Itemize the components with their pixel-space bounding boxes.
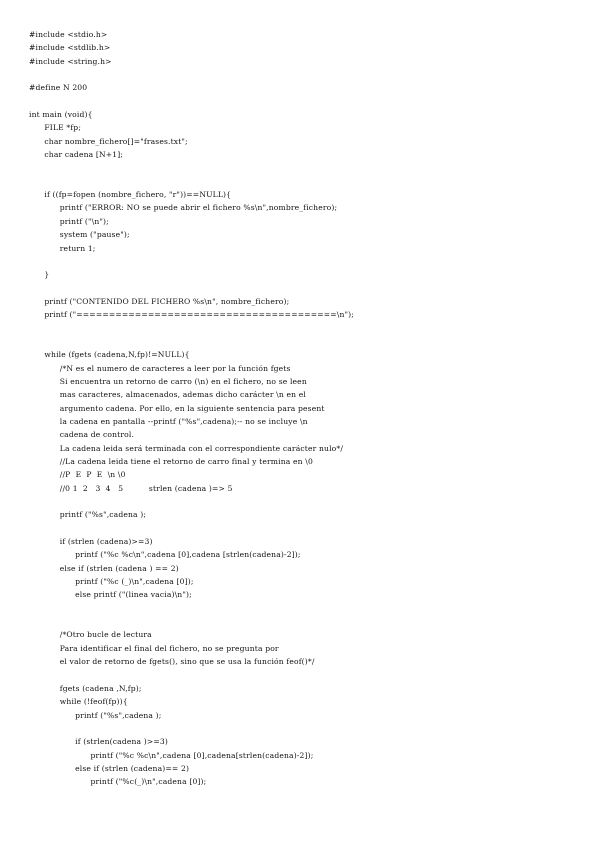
code-line xyxy=(29,322,354,335)
code-line: printf ("%s",cadena ); xyxy=(29,510,147,520)
code-line: La cadena leida será terminada con el correspondiente carácter nulo*/ xyxy=(29,443,344,453)
code-line: return 1; xyxy=(29,243,96,253)
code-line: /*Otro bucle de lectura xyxy=(29,630,152,640)
code-line xyxy=(29,722,354,735)
code-line xyxy=(29,95,354,108)
code-line: #define N 200 xyxy=(29,83,88,93)
code-line: printf ("%c %c\n",cadena [0],cadena [strlen(cadena)-2]); xyxy=(29,550,301,560)
code-line: printf ("%s",cadena ); xyxy=(29,710,162,720)
code-line: el valor de retorno de fgets(), sino que se usa la función feof()*/ xyxy=(29,657,315,667)
code-line xyxy=(29,522,354,535)
code-line: mas caracteres, almacenados, ademas dicho carácter \n en el xyxy=(29,390,306,400)
code-line xyxy=(29,669,354,682)
code-line xyxy=(29,615,354,628)
code-line xyxy=(29,602,354,615)
code-line xyxy=(29,335,354,348)
code-line: char cadena [N+1]; xyxy=(29,150,124,160)
code-line: if (strlen (cadena)>=3) xyxy=(29,537,153,547)
code-line: printf ("========================================\n"); xyxy=(29,310,354,320)
code-line: else if (strlen (cadena ) == 2) xyxy=(29,563,179,573)
code-line xyxy=(29,495,354,508)
code-line: argumento cadena. Por ello, en la siguiente sentencia para pesent xyxy=(29,403,325,413)
code-line: Si encuentra un retorno de carro (\n) en el fichero, no se leen xyxy=(29,376,307,386)
code-line xyxy=(29,68,354,81)
code-line: #include <stdio.h> xyxy=(29,30,108,39)
code-line: else if (strlen (cadena)== 2) xyxy=(29,763,190,773)
code-line: while (fgets (cadena,N,fp)!=NULL){ xyxy=(29,350,190,360)
code-line: printf ("%c(_)\n",cadena [0]); xyxy=(29,777,207,787)
code-line: else printf ("(linea vacia)\n"); xyxy=(29,590,192,600)
code-line: //P E P E \n \0 xyxy=(29,470,126,480)
code-line: char nombre_fichero[]="frases.txt"; xyxy=(29,136,188,146)
code-line: int main (void){ xyxy=(29,110,93,120)
code-line: la cadena en pantalla --printf ("%s",cadena);-- no se incluye \n xyxy=(29,416,308,426)
code-line xyxy=(29,255,354,268)
code-line: fgets (cadena ,N,fp); xyxy=(29,683,142,693)
code-line: while (!feof(fp)){ xyxy=(29,697,128,707)
code-line: printf ("%c %c\n",cadena [0],cadena[strlen(cadena)-2]); xyxy=(29,750,314,760)
code-line: /*N es el numero de caracteres a leer por la función fgets xyxy=(29,363,291,373)
code-line: #include <string.h> xyxy=(29,56,112,66)
source-code-listing xyxy=(29,28,354,789)
code-line xyxy=(29,175,354,188)
code-line: printf ("CONTENIDO DEL FICHERO %s\n", nombre_fichero); xyxy=(29,296,290,306)
code-line: if (strlen(cadena )>=3) xyxy=(29,737,169,747)
code-line: } xyxy=(29,270,50,280)
code-line: if ((fp=fopen (nombre_fichero, "r"))==NULL){ xyxy=(29,190,232,200)
code-line xyxy=(29,161,354,174)
code-line: cadena de control. xyxy=(29,430,135,440)
code-line: system ("pause"); xyxy=(29,230,130,240)
code-line xyxy=(29,282,354,295)
code-line: FILE *fp; xyxy=(29,123,82,133)
code-line: printf ("\n"); xyxy=(29,216,109,226)
code-line: Para identificar el final del fichero, no se pregunta por xyxy=(29,643,279,653)
code-line: printf ("ERROR: NO se puede abrir el fichero %s\n",nombre_fichero); xyxy=(29,203,338,213)
code-line: //La cadena leida tiene el retorno de carro final y termina en \0 xyxy=(29,457,313,466)
code-line: #include <stdlib.h> xyxy=(29,43,111,53)
code-line: //0 1 2 3 4 5 strlen (cadena )=> 5 xyxy=(29,483,233,493)
code-line: printf ("%c (_)\n",cadena [0]); xyxy=(29,577,194,587)
